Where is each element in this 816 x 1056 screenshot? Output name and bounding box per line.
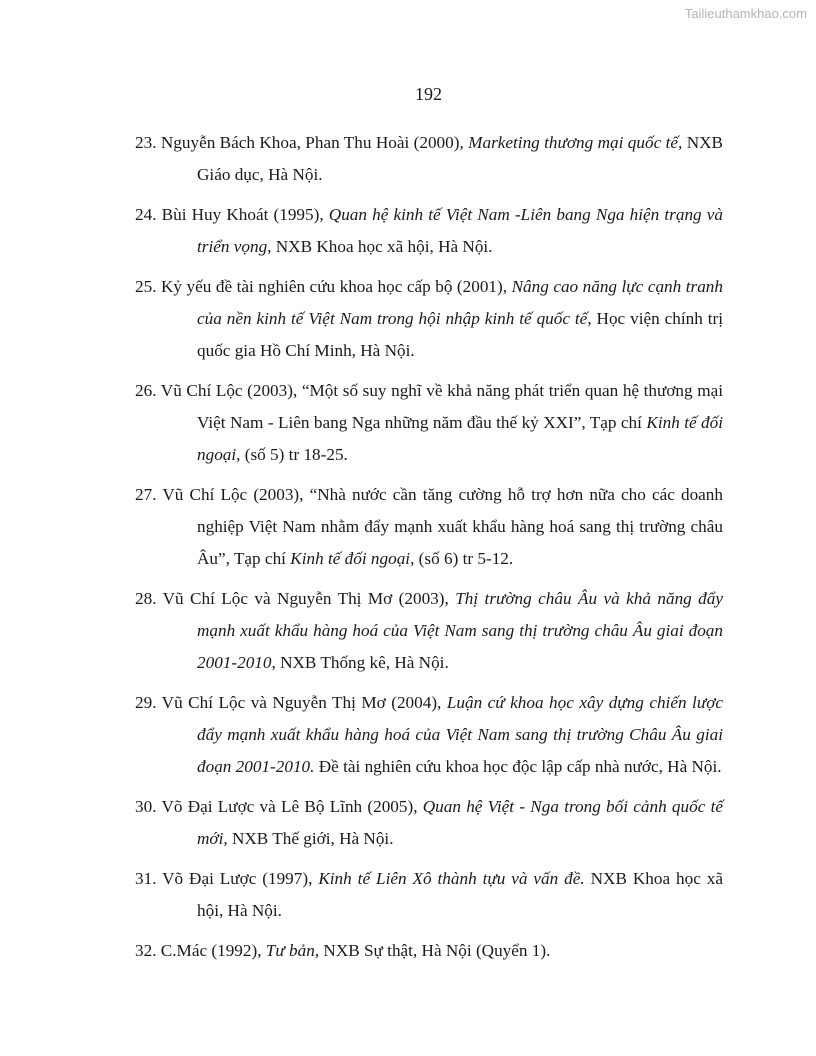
- reference-text: Võ Đại Lược (1997),: [162, 869, 319, 888]
- reference-publisher: , Học viện chính trị quốc gia Hồ Chí Minh, Hà Nội.: [197, 309, 723, 360]
- reference-number: 31.: [135, 869, 157, 888]
- reference-text: Vũ Chí Lộc và Nguyễn Thị Mơ (2003),: [162, 589, 456, 608]
- reference-item-29: [135, 687, 723, 783]
- reference-item-26: [135, 375, 723, 471]
- page-number: 192: [415, 84, 442, 104]
- reference-title: Luận cứ khoa học xây dựng chiến lược đẩy mạnh xuất khẩu hàng hoá của Việt Nam sang thị trường Châu Âu giai đoạn 2001-2010.: [197, 693, 723, 776]
- reference-number: 23.: [135, 133, 157, 152]
- reference-text: Vũ Chí Lộc (2003), “Một số suy nghĩ về khả năng phát triển quan hệ thương mại Việt Nam - Liên bang Nga những năm đầu thế kỷ XXI”, Tạp chí: [160, 381, 723, 432]
- reference-text: Kỷ yếu đề tài nghiên cứu khoa học cấp bộ (2001),: [161, 277, 512, 296]
- reference-title: Marketing thương mại quốc tế,: [468, 133, 683, 152]
- reference-title: Quan hệ kinh tế Việt Nam -Liên bang Nga hiện trạng và triển vọng: [197, 205, 724, 256]
- reference-publisher: (số 5) tr 18-25.: [240, 445, 348, 464]
- reference-text: Võ Đại Lược và Lê Bộ Lĩnh (2005),: [161, 797, 423, 816]
- reference-publisher: Đề tài nghiên cứu khoa học độc lập cấp nhà nước, Hà Nội.: [314, 757, 722, 776]
- watermark: Tailieuthamkhao.com: [684, 6, 807, 21]
- reference-number: 27.: [135, 485, 157, 504]
- reference-item-27: [135, 479, 723, 575]
- reference-number: 26.: [135, 381, 157, 400]
- reference-publisher: (số 6) tr 5-12.: [414, 549, 514, 568]
- reference-number: 28.: [135, 589, 157, 608]
- reference-list: [135, 127, 723, 975]
- reference-publisher: NXB Thế giới, Hà Nội.: [227, 829, 394, 848]
- reference-title: Kinh tế Liên Xô thành tựu và vấn đề.: [318, 869, 585, 888]
- reference-text: Nguyễn Bách Khoa, Phan Thu Hoài (2000),: [160, 133, 469, 152]
- reference-publisher: , NXB Thống kê, Hà Nội.: [271, 653, 449, 672]
- reference-text: C.Mác (1992),: [160, 941, 266, 960]
- reference-number: 30.: [135, 797, 157, 816]
- reference-publisher: NXB Sự thật, Hà Nội (Quyển 1).: [319, 941, 551, 960]
- reference-number: 29.: [135, 693, 157, 712]
- reference-publisher: NXB Khoa học xã hội, Hà Nội.: [197, 869, 723, 920]
- reference-number: 24.: [135, 205, 157, 224]
- reference-text: Vũ Chí Lộc và Nguyễn Thị Mơ (2004),: [161, 693, 447, 712]
- reference-publisher: NXB Giáo dục, Hà Nội.: [197, 133, 723, 184]
- reference-item-31: [135, 863, 723, 927]
- reference-text: Vũ Chí Lộc (2003), “Nhà nước cần tăng cường hỗ trợ hơn nữa cho các doanh nghiệp Việt Nam nhằm đẩy mạnh xuất khẩu hàng hoá sang thị trường châu Âu”, Tạp chí: [162, 485, 723, 568]
- reference-title: Kinh tế đối ngoại,: [290, 549, 415, 568]
- reference-item-23: [135, 127, 723, 191]
- reference-item-30: [135, 791, 723, 855]
- reference-item-28: [135, 583, 723, 679]
- reference-number: 32.: [135, 941, 157, 960]
- reference-item-24: [135, 199, 723, 263]
- reference-item-25: [135, 271, 723, 367]
- reference-text: Bùi Huy Khoát (1995),: [161, 205, 329, 224]
- reference-number: 25.: [135, 277, 157, 296]
- reference-title: Kinh tế đối ngoại,: [197, 413, 724, 464]
- reference-publisher: , NXB Khoa học xã hội, Hà Nội.: [267, 237, 493, 256]
- reference-title: Quan hệ Việt - Nga trong bối cảnh quốc tế mới,: [197, 797, 723, 848]
- reference-title: Tư bản,: [265, 941, 320, 960]
- reference-title: Nâng cao năng lực cạnh tranh của nền kinh tế Việt Nam trong hội nhập kinh tế quốc tế: [197, 277, 723, 328]
- reference-title: Thị trường châu Âu và khả năng đẩy mạnh xuất khẩu hàng hoá của Việt Nam sang thị trường châu Âu giai đoạn 2001-2010: [197, 589, 723, 672]
- reference-item-32: [135, 935, 723, 967]
